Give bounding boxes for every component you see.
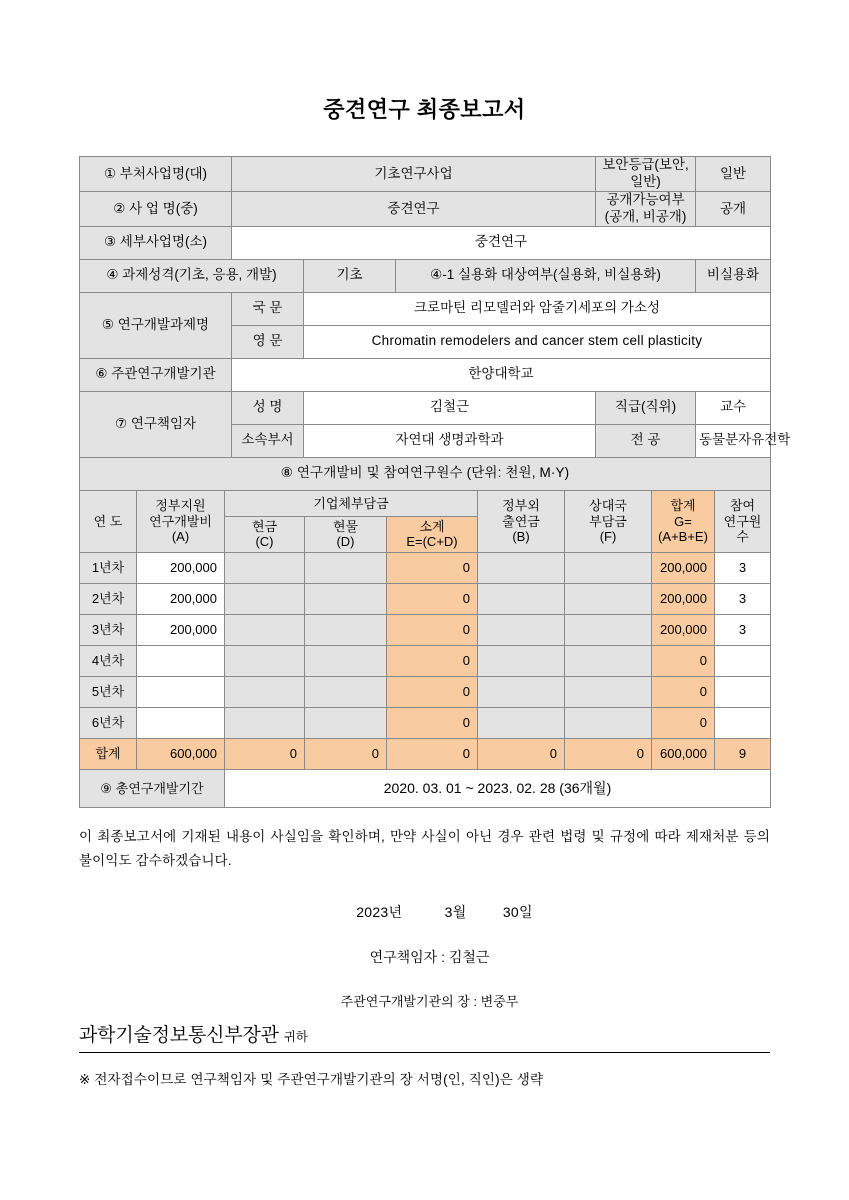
table-row bbox=[80, 391, 771, 424]
research-period-label: ⑨ 총연구개발기간 bbox=[80, 769, 225, 807]
nongov-line-1: 정부외 bbox=[502, 498, 540, 514]
col-header-year: 연 도 bbox=[80, 490, 137, 552]
row-nongov bbox=[478, 614, 565, 645]
row-gov: 200,000 bbox=[137, 614, 225, 645]
table-row bbox=[80, 192, 771, 227]
row-total: 0 bbox=[652, 707, 715, 738]
nongov-line-2: 출연금 bbox=[502, 513, 540, 529]
row-subtotal: 0 bbox=[387, 676, 478, 707]
page-title: 중견연구 최종보고서 bbox=[323, 97, 526, 122]
program-name-label: ② 사 업 명(중) bbox=[80, 192, 232, 227]
date-year: 2023년 bbox=[356, 904, 403, 921]
security-level-label: 보안등급(보안, 일반) bbox=[596, 157, 696, 192]
addressee-name: 과학기술정보통신부장관 bbox=[79, 1025, 279, 1047]
table-row bbox=[80, 707, 771, 738]
cash-line-1: 현금 bbox=[251, 519, 278, 535]
row-cash bbox=[225, 676, 305, 707]
row-total: 200,000 bbox=[652, 583, 715, 614]
total-line-2: G=(A+B+E) bbox=[658, 513, 708, 545]
row-nongov bbox=[478, 645, 565, 676]
row-total: 200,000 bbox=[652, 614, 715, 645]
ministry-program-value: 기초연구사업 bbox=[232, 157, 596, 192]
nongov-line-3: (B) bbox=[512, 529, 530, 545]
row-cash bbox=[225, 614, 305, 645]
security-level-value: 일반 bbox=[696, 157, 771, 192]
col-header-gov-support bbox=[137, 490, 225, 552]
pi-signature-line: 연구책임자 : 김철근 bbox=[369, 949, 490, 966]
row-gov: 200,000 bbox=[137, 552, 225, 583]
row-nongov bbox=[478, 552, 565, 583]
commercialization-value: 비실용화 bbox=[696, 259, 771, 292]
col-header-cash bbox=[225, 516, 305, 552]
date-day: 30일 bbox=[502, 904, 533, 921]
row-year: 3년차 bbox=[80, 614, 137, 645]
col-header-company-group: 기업체부담금 bbox=[225, 490, 478, 516]
row-inkind bbox=[305, 676, 387, 707]
row-inkind bbox=[305, 552, 387, 583]
row-researchers bbox=[715, 676, 771, 707]
row-total: 200,000 bbox=[652, 552, 715, 583]
row-year: 6년차 bbox=[80, 707, 137, 738]
row-partner bbox=[565, 707, 652, 738]
row-cash bbox=[225, 707, 305, 738]
total-row-researchers: 9 bbox=[715, 738, 771, 769]
row-partner bbox=[565, 583, 652, 614]
english-title-label: 영 문 bbox=[232, 325, 304, 358]
host-institution-label: ⑥ 주관연구개발기관 bbox=[80, 358, 232, 391]
signature-omission-note: ※ 전자접수이므로 연구책임자 및 주관연구개발기관의 장 서명(인, 직인)은 생략 bbox=[79, 1072, 544, 1088]
row-total: 0 bbox=[652, 645, 715, 676]
project-title-label: ⑤ 연구개발과제명 bbox=[80, 292, 232, 358]
project-type-label: ④ 과제성격(기초, 응용, 개발) bbox=[80, 259, 304, 292]
budget-table bbox=[79, 490, 771, 808]
subtotal-line-2: E=(C+D) bbox=[406, 534, 458, 550]
row-nongov bbox=[478, 583, 565, 614]
researchers-line-1: 참여 bbox=[729, 498, 756, 514]
sub-program-label: ③ 세부사업명(소) bbox=[80, 226, 232, 259]
row-gov bbox=[137, 676, 225, 707]
sub-program-value: 중견연구 bbox=[232, 226, 771, 259]
subtotal-line-1: 소계 bbox=[419, 519, 445, 535]
gov-support-line-3: (A) bbox=[171, 529, 190, 545]
col-header-subtotal bbox=[387, 516, 478, 552]
total-row-gov: 600,000 bbox=[137, 738, 225, 769]
institution-head-line: 주관연구개발기관의 장 : 변중무 bbox=[340, 994, 519, 1010]
total-row-partner: 0 bbox=[565, 738, 652, 769]
col-header-total bbox=[652, 490, 715, 552]
table-row bbox=[80, 583, 771, 614]
row-inkind bbox=[305, 583, 387, 614]
partner-line-2: 부담금 bbox=[589, 513, 627, 529]
total-row-label: 합계 bbox=[80, 738, 137, 769]
addressee-honorific: 귀하 bbox=[283, 1030, 308, 1045]
row-partner bbox=[565, 614, 652, 645]
total-line-1: 합계 bbox=[670, 498, 696, 514]
korean-title-value: 크로마틴 리모델러와 암줄기세포의 가소성 bbox=[304, 292, 771, 325]
partner-line-1: 상대국 bbox=[589, 498, 627, 514]
row-gov bbox=[137, 707, 225, 738]
row-subtotal: 0 bbox=[387, 614, 478, 645]
pi-name-value: 김철근 bbox=[304, 391, 596, 424]
disclosure-value: 공개 bbox=[696, 192, 771, 227]
row-subtotal: 0 bbox=[387, 552, 478, 583]
total-row-total: 600,000 bbox=[652, 738, 715, 769]
row-year: 2년차 bbox=[80, 583, 137, 614]
total-row-subtotal: 0 bbox=[387, 738, 478, 769]
researchers-line-2: 연구원수 bbox=[723, 513, 762, 545]
row-nongov bbox=[478, 676, 565, 707]
project-info-table bbox=[79, 156, 791, 491]
row-inkind bbox=[305, 645, 387, 676]
row-researchers bbox=[715, 707, 771, 738]
cash-line-2: (C) bbox=[255, 534, 274, 550]
table-row bbox=[80, 292, 771, 325]
research-period-value: 2020. 03. 01 ~ 2023. 02. 28 (36개월) bbox=[225, 769, 771, 807]
row-partner bbox=[565, 676, 652, 707]
ministry-program-label: ① 부처사업명(대) bbox=[80, 157, 232, 192]
table-row bbox=[80, 358, 771, 391]
row-cash bbox=[225, 583, 305, 614]
row-subtotal: 0 bbox=[387, 583, 478, 614]
table-row bbox=[80, 769, 771, 807]
row-total: 0 bbox=[652, 676, 715, 707]
total-row-cash: 0 bbox=[225, 738, 305, 769]
row-cash bbox=[225, 645, 305, 676]
row-cash bbox=[225, 552, 305, 583]
table-row bbox=[80, 157, 771, 192]
row-gov bbox=[137, 645, 225, 676]
table-row bbox=[80, 457, 771, 490]
row-year: 5년차 bbox=[80, 676, 137, 707]
col-header-partner bbox=[565, 490, 652, 552]
row-researchers: 3 bbox=[715, 614, 771, 645]
row-researchers bbox=[715, 645, 771, 676]
pi-major-value: 동물분자유전학 bbox=[696, 424, 771, 457]
col-header-nongov bbox=[478, 490, 565, 552]
row-subtotal: 0 bbox=[387, 707, 478, 738]
addressee-line bbox=[79, 1020, 770, 1053]
pi-major-label: 전 공 bbox=[596, 424, 696, 457]
pi-position-label: 직급(직위) bbox=[596, 391, 696, 424]
pi-dept-label: 소속부서 bbox=[232, 424, 304, 457]
program-name-value: 중견연구 bbox=[232, 192, 596, 227]
row-inkind bbox=[305, 614, 387, 645]
table-row bbox=[80, 614, 771, 645]
budget-header-row bbox=[80, 490, 771, 516]
gov-support-line-1: 정부지원 bbox=[155, 498, 206, 514]
total-row-inkind: 0 bbox=[305, 738, 387, 769]
date-month: 3월 bbox=[444, 904, 467, 921]
pi-name-label: 성 명 bbox=[232, 391, 304, 424]
commercialization-label: ④-1 실용화 대상여부(실용화, 비실용화) bbox=[396, 259, 696, 292]
partner-line-3: (F) bbox=[599, 529, 617, 545]
confirmation-statement: 이 최종보고서에 기재된 내용이 사실임을 확인하며, 만약 사실이 아닌 경우 관련 법령 및 규정에 따라 제재처분 등의 불이익도 감수하겠습니다. bbox=[79, 828, 770, 868]
table-row bbox=[80, 226, 771, 259]
row-year: 4년차 bbox=[80, 645, 137, 676]
table-row bbox=[80, 259, 771, 292]
col-header-researchers bbox=[715, 490, 771, 552]
inkind-line-1: 현물 bbox=[332, 519, 359, 535]
korean-title-label: 국 문 bbox=[232, 292, 304, 325]
budget-total-row bbox=[80, 738, 771, 769]
gov-support-line-2: 연구개발비 bbox=[149, 513, 212, 529]
row-partner bbox=[565, 552, 652, 583]
table-row bbox=[80, 676, 771, 707]
signature-date bbox=[79, 902, 770, 922]
row-researchers: 3 bbox=[715, 552, 771, 583]
row-subtotal: 0 bbox=[387, 645, 478, 676]
row-partner bbox=[565, 645, 652, 676]
host-institution-value: 한양대학교 bbox=[232, 358, 771, 391]
inkind-line-2: (D) bbox=[336, 534, 355, 550]
english-title-value: Chromatin remodelers and cancer stem cell plasticity bbox=[304, 325, 771, 358]
pi-dept-value: 자연대 생명과학과 bbox=[304, 424, 596, 457]
table-row bbox=[80, 552, 771, 583]
pi-label: ⑦ 연구책임자 bbox=[80, 391, 232, 457]
col-header-inkind bbox=[305, 516, 387, 552]
project-type-value: 기초 bbox=[304, 259, 396, 292]
row-researchers: 3 bbox=[715, 583, 771, 614]
budget-section-title: ⑧ 연구개발비 및 참여연구원수 (단위: 천원, M·Y) bbox=[80, 457, 771, 490]
row-gov: 200,000 bbox=[137, 583, 225, 614]
table-row bbox=[80, 645, 771, 676]
row-inkind bbox=[305, 707, 387, 738]
pi-position-value: 교수 bbox=[696, 391, 771, 424]
row-nongov bbox=[478, 707, 565, 738]
total-row-nongov: 0 bbox=[478, 738, 565, 769]
disclosure-label: 공개가능여부(공개, 비공개) bbox=[596, 192, 696, 227]
row-year: 1년차 bbox=[80, 552, 137, 583]
